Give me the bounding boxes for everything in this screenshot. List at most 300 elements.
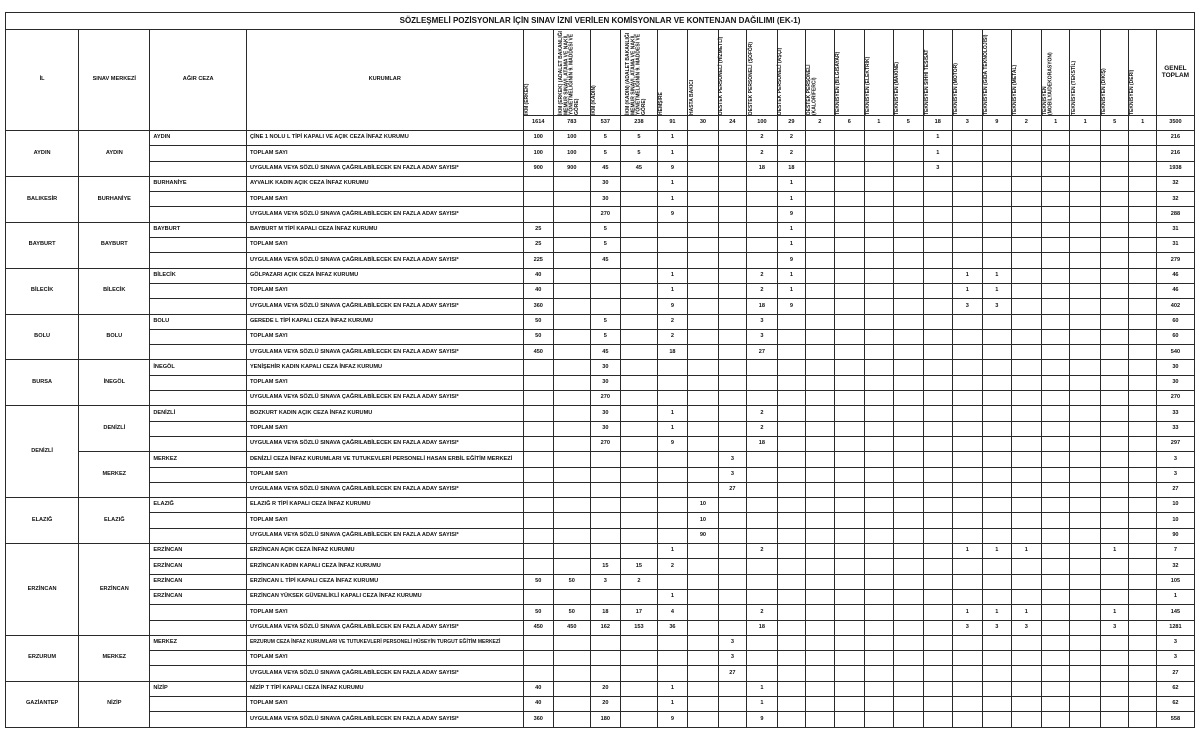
column-header [718, 30, 746, 116]
cell-value: 9 [657, 161, 688, 176]
cell-value [1070, 666, 1101, 681]
cell-genel-toplam: 1281 [1156, 620, 1194, 635]
cell-value [621, 314, 658, 329]
cell-value [523, 651, 554, 666]
cell-value [865, 482, 893, 497]
cell-value [952, 314, 983, 329]
cell-value [983, 253, 1011, 268]
cell-value [688, 544, 719, 559]
table-row [6, 345, 1195, 360]
cell-value [1011, 161, 1042, 176]
cell-value [554, 391, 591, 406]
cell-value [688, 666, 719, 681]
cell-value [893, 299, 924, 314]
cell-value [554, 375, 591, 390]
cell-value: 2 [657, 314, 688, 329]
cell-value [523, 192, 554, 207]
cell-value [806, 513, 834, 528]
cell-value [865, 498, 893, 513]
cell-value: 3 [590, 574, 621, 589]
cell-value [924, 436, 952, 451]
cell-value [777, 329, 805, 344]
column-header-label: TEKNİSYEN (METAL) [1012, 64, 1019, 115]
cell-value [834, 498, 865, 513]
cell-value [1011, 238, 1042, 253]
cell-value [1011, 131, 1042, 146]
cell-value: 9 [657, 207, 688, 222]
cell-value: 9 [747, 712, 778, 727]
cell-agir-ceza [150, 192, 247, 207]
cell-value: 1 [777, 176, 805, 191]
cell-value [834, 544, 865, 559]
table-row [6, 559, 1195, 574]
cell-kurum: TOPLAM SAYI [246, 513, 523, 528]
cell-value [777, 452, 805, 467]
cell-value [777, 482, 805, 497]
table-row [6, 421, 1195, 436]
cell-value [777, 651, 805, 666]
cell-value [806, 436, 834, 451]
cell-value: 9 [657, 436, 688, 451]
cell-value [523, 589, 554, 604]
table-row [6, 574, 1195, 589]
cell-value [1070, 406, 1101, 421]
cell-value [834, 482, 865, 497]
cell-value: 1 [983, 544, 1011, 559]
cell-agir-ceza: NİZİP [150, 681, 247, 696]
cell-genel-toplam: 32 [1156, 192, 1194, 207]
cell-value [1070, 620, 1101, 635]
cell-value [1042, 605, 1070, 620]
cell-agir-ceza: İNEGÖL [150, 360, 247, 375]
cell-kurum: BAYBURT M TİPİ KAPALI CEZA İNFAZ KURUMU [246, 222, 523, 237]
cell-value [834, 161, 865, 176]
cell-value [523, 436, 554, 451]
cell-kurum: TOPLAM SAYI [246, 238, 523, 253]
cell-value: 1 [657, 696, 688, 711]
cell-value [718, 161, 746, 176]
cell-value [983, 559, 1011, 574]
cell-value: 225 [523, 253, 554, 268]
cell-value [1100, 436, 1128, 451]
cell-genel-toplam: 3 [1156, 651, 1194, 666]
cell-value [865, 161, 893, 176]
cell-value: 30 [590, 360, 621, 375]
cell-genel-toplam: 46 [1156, 283, 1194, 298]
cell-value [983, 498, 1011, 513]
table-row [6, 666, 1195, 681]
cell-value: 5 [590, 222, 621, 237]
cell-value [657, 666, 688, 681]
cell-value: 27 [718, 666, 746, 681]
cell-value [834, 589, 865, 604]
cell-value [983, 696, 1011, 711]
cell-agir-ceza: BOLU [150, 314, 247, 329]
cell-value [1129, 161, 1156, 176]
cell-value: 3 [747, 314, 778, 329]
cell-genel-toplam: 558 [1156, 712, 1194, 727]
cell-value: 18 [747, 299, 778, 314]
header-agir-ceza: AĞIR CEZA [150, 30, 247, 131]
cell-value: 270 [590, 436, 621, 451]
column-header-label: HASTA BAKICI [688, 79, 695, 115]
cell-value [523, 528, 554, 543]
cell-value [688, 574, 719, 589]
cell-value [1011, 391, 1042, 406]
cell-value [523, 452, 554, 467]
cell-value: 18 [590, 605, 621, 620]
cell-value [1011, 421, 1042, 436]
cell-value [1100, 283, 1128, 298]
cell-value [657, 498, 688, 513]
cell-value [952, 192, 983, 207]
cell-sinav-merkezi: ERZİNCAN [79, 544, 150, 636]
cell-sinav-merkezi: ELAZIĞ [79, 498, 150, 544]
cell-value [806, 666, 834, 681]
cell-value [1129, 146, 1156, 161]
cell-value [1070, 176, 1101, 191]
cell-value [806, 375, 834, 390]
cell-genel-toplam: 3 [1156, 452, 1194, 467]
column-total: 30 [688, 116, 719, 131]
cell-value [590, 635, 621, 650]
cell-value [1042, 360, 1070, 375]
cell-value [952, 528, 983, 543]
cell-value [718, 436, 746, 451]
column-total: 3 [952, 116, 983, 131]
cell-value [621, 176, 658, 191]
cell-kurum: AYVALIK KADIN AÇIK CEZA İNFAZ KURUMU [246, 176, 523, 191]
cell-value [983, 131, 1011, 146]
cell-value [1070, 482, 1101, 497]
cell-kurum: TOPLAM SAYI [246, 421, 523, 436]
cell-value [806, 681, 834, 696]
cell-value [621, 406, 658, 421]
cell-value [621, 651, 658, 666]
cell-value: 9 [777, 207, 805, 222]
cell-value: 40 [523, 681, 554, 696]
cell-value: 9 [657, 299, 688, 314]
header-kurumlar: KURUMLAR [246, 30, 523, 131]
cell-value [688, 467, 719, 482]
cell-value [924, 666, 952, 681]
cell-value [718, 238, 746, 253]
cell-value [806, 498, 834, 513]
cell-value: 450 [554, 620, 591, 635]
cell-value [523, 544, 554, 559]
table-row [6, 222, 1195, 237]
cell-value [834, 696, 865, 711]
cell-value: 270 [590, 207, 621, 222]
cell-value [806, 528, 834, 543]
cell-value [1070, 712, 1101, 727]
table-row [6, 283, 1195, 298]
cell-sinav-merkezi: BOLU [79, 314, 150, 360]
cell-value [657, 635, 688, 650]
cell-value [924, 651, 952, 666]
cell-value [747, 391, 778, 406]
cell-value [590, 498, 621, 513]
cell-value [1042, 176, 1070, 191]
cell-il: AYDIN [6, 131, 79, 177]
cell-kurum: TOPLAM SAYI [246, 651, 523, 666]
cell-value [1129, 574, 1156, 589]
cell-value [1070, 696, 1101, 711]
cell-value [523, 482, 554, 497]
cell-value [1070, 253, 1101, 268]
cell-value [834, 391, 865, 406]
cell-value: 3 [1011, 620, 1042, 635]
cell-value [952, 176, 983, 191]
cell-value [777, 635, 805, 650]
cell-value [834, 192, 865, 207]
cell-agir-ceza: ERZİNCAN [150, 559, 247, 574]
cell-agir-ceza [150, 345, 247, 360]
cell-value [834, 452, 865, 467]
cell-value [1011, 268, 1042, 283]
cell-value [1070, 375, 1101, 390]
cell-value [1042, 467, 1070, 482]
cell-value [865, 666, 893, 681]
cell-value [1070, 391, 1101, 406]
column-header [554, 30, 591, 116]
cell-value: 1 [952, 544, 983, 559]
cell-value [554, 482, 591, 497]
cell-value [834, 207, 865, 222]
cell-value [718, 283, 746, 298]
column-header [1129, 30, 1156, 116]
cell-value [1100, 146, 1128, 161]
cell-value [806, 467, 834, 482]
cell-kurum: UYGULAMA VEYA SÖZLÜ SINAVA ÇAĞRILABİLECEK EN FAZLA ADAY SAYISI* [246, 207, 523, 222]
cell-agir-ceza [150, 651, 247, 666]
cell-agir-ceza [150, 391, 247, 406]
cell-genel-toplam: 288 [1156, 207, 1194, 222]
table-row [6, 238, 1195, 253]
cell-value [1011, 635, 1042, 650]
cell-value: 1 [952, 283, 983, 298]
cell-value [1042, 161, 1070, 176]
cell-value [806, 696, 834, 711]
cell-value [952, 146, 983, 161]
cell-value [865, 651, 893, 666]
cell-value [1070, 681, 1101, 696]
cell-value [1070, 192, 1101, 207]
cell-value [834, 131, 865, 146]
cell-value [834, 651, 865, 666]
cell-value [621, 696, 658, 711]
cell-value [1042, 620, 1070, 635]
cell-value [657, 391, 688, 406]
column-total: 1 [1129, 116, 1156, 131]
column-header [1070, 30, 1101, 116]
cell-value [688, 253, 719, 268]
cell-value: 1 [657, 192, 688, 207]
cell-value: 1 [657, 176, 688, 191]
cell-value [806, 620, 834, 635]
cell-value [688, 375, 719, 390]
cell-kurum: ERZİNCAN L TİPİ KAPALI CEZA İNFAZ KURUMU [246, 574, 523, 589]
cell-value: 2 [747, 146, 778, 161]
cell-value [1100, 207, 1128, 222]
cell-value [806, 207, 834, 222]
cell-agir-ceza [150, 620, 247, 635]
cell-genel-toplam: 60 [1156, 314, 1194, 329]
cell-value [590, 268, 621, 283]
cell-value [806, 253, 834, 268]
cell-value: 1 [657, 268, 688, 283]
table-row [6, 620, 1195, 635]
cell-value [621, 329, 658, 344]
cell-value [1129, 482, 1156, 497]
cell-value [1129, 406, 1156, 421]
cell-value [1042, 589, 1070, 604]
cell-value [983, 421, 1011, 436]
cell-sinav-merkezi: MERKEZ [79, 452, 150, 498]
column-header-label: HEMŞİRE [658, 91, 665, 115]
cell-value [834, 406, 865, 421]
cell-value: 3 [983, 299, 1011, 314]
cell-value [718, 299, 746, 314]
cell-value [952, 436, 983, 451]
column-header [924, 30, 952, 116]
cell-il: BURSA [6, 360, 79, 406]
cell-value: 27 [718, 482, 746, 497]
cell-value [893, 696, 924, 711]
cell-value [983, 712, 1011, 727]
column-total: 1 [1070, 116, 1101, 131]
cell-value [621, 345, 658, 360]
table-row [6, 696, 1195, 711]
cell-value: 1 [952, 605, 983, 620]
cell-agir-ceza [150, 253, 247, 268]
cell-value: 45 [621, 161, 658, 176]
cell-value: 5 [621, 146, 658, 161]
cell-value [1070, 146, 1101, 161]
cell-value [777, 314, 805, 329]
cell-value [1129, 696, 1156, 711]
cell-value [1129, 681, 1156, 696]
cell-value: 360 [523, 299, 554, 314]
cell-value [718, 360, 746, 375]
column-header [590, 30, 621, 116]
cell-value [1070, 651, 1101, 666]
cell-value [893, 620, 924, 635]
cell-value [777, 391, 805, 406]
cell-value: 100 [554, 131, 591, 146]
cell-value [554, 559, 591, 574]
cell-value [777, 513, 805, 528]
cell-value [688, 131, 719, 146]
cell-value [983, 651, 1011, 666]
cell-kurum: UYGULAMA VEYA SÖZLÜ SINAVA ÇAĞRILABİLECEK EN FAZLA ADAY SAYISI* [246, 712, 523, 727]
column-total: 238 [621, 116, 658, 131]
header-sinav-merkezi: SINAV MERKEZİ [79, 30, 150, 131]
cell-value [983, 345, 1011, 360]
cell-value [983, 406, 1011, 421]
cell-kurum: ÇİNE 1 NOLU L TİPİ KAPALI VE AÇIK CEZA İNFAZ KURUMU [246, 131, 523, 146]
cell-value [893, 513, 924, 528]
cell-value: 30 [590, 375, 621, 390]
cell-value [806, 146, 834, 161]
column-header [688, 30, 719, 116]
cell-value [1129, 360, 1156, 375]
cell-value [777, 528, 805, 543]
cell-value [747, 651, 778, 666]
cell-genel-toplam: 27 [1156, 666, 1194, 681]
table-row [6, 375, 1195, 390]
cell-value [688, 207, 719, 222]
cell-value [806, 391, 834, 406]
cell-value: 1 [657, 283, 688, 298]
cell-value [983, 391, 1011, 406]
cell-value [924, 345, 952, 360]
column-total: 29 [777, 116, 805, 131]
cell-agir-ceza [150, 666, 247, 681]
cell-value [1070, 589, 1101, 604]
cell-value [924, 589, 952, 604]
cell-value [747, 574, 778, 589]
cell-il: DENİZLİ [6, 406, 79, 498]
cell-value [983, 222, 1011, 237]
cell-value [1129, 345, 1156, 360]
cell-value [1011, 666, 1042, 681]
cell-value [865, 528, 893, 543]
cell-value [718, 375, 746, 390]
cell-value [1129, 666, 1156, 681]
cell-value [865, 605, 893, 620]
cell-value [1070, 283, 1101, 298]
column-total: 1 [1042, 116, 1070, 131]
cell-value [554, 176, 591, 191]
cell-value [1100, 329, 1128, 344]
cell-agir-ceza [150, 161, 247, 176]
cell-value [777, 681, 805, 696]
cell-value [688, 345, 719, 360]
cell-value [718, 681, 746, 696]
cell-agir-ceza [150, 375, 247, 390]
cell-value [893, 712, 924, 727]
cell-kurum: UYGULAMA VEYA SÖZLÜ SINAVA ÇAĞRILABİLECEK EN FAZLA ADAY SAYISI* [246, 482, 523, 497]
cell-value [1042, 712, 1070, 727]
cell-value [952, 238, 983, 253]
cell-value [834, 513, 865, 528]
cell-value [1070, 268, 1101, 283]
cell-value [952, 421, 983, 436]
cell-value: 10 [688, 513, 719, 528]
column-header [865, 30, 893, 116]
cell-value [924, 498, 952, 513]
cell-value [893, 329, 924, 344]
cell-value: 2 [657, 559, 688, 574]
cell-value [834, 345, 865, 360]
cell-value: 1 [657, 544, 688, 559]
cell-genel-toplam: 27 [1156, 482, 1194, 497]
cell-value [1100, 222, 1128, 237]
cell-value [747, 222, 778, 237]
cell-value [657, 222, 688, 237]
cell-value [983, 146, 1011, 161]
cell-value [952, 482, 983, 497]
cell-value [621, 498, 658, 513]
cell-value: 30 [590, 192, 621, 207]
cell-value [1100, 192, 1128, 207]
cell-value [983, 635, 1011, 650]
cell-value [924, 299, 952, 314]
cell-il: GAZİANTEP [6, 681, 79, 727]
cell-value: 50 [523, 605, 554, 620]
cell-value [747, 482, 778, 497]
